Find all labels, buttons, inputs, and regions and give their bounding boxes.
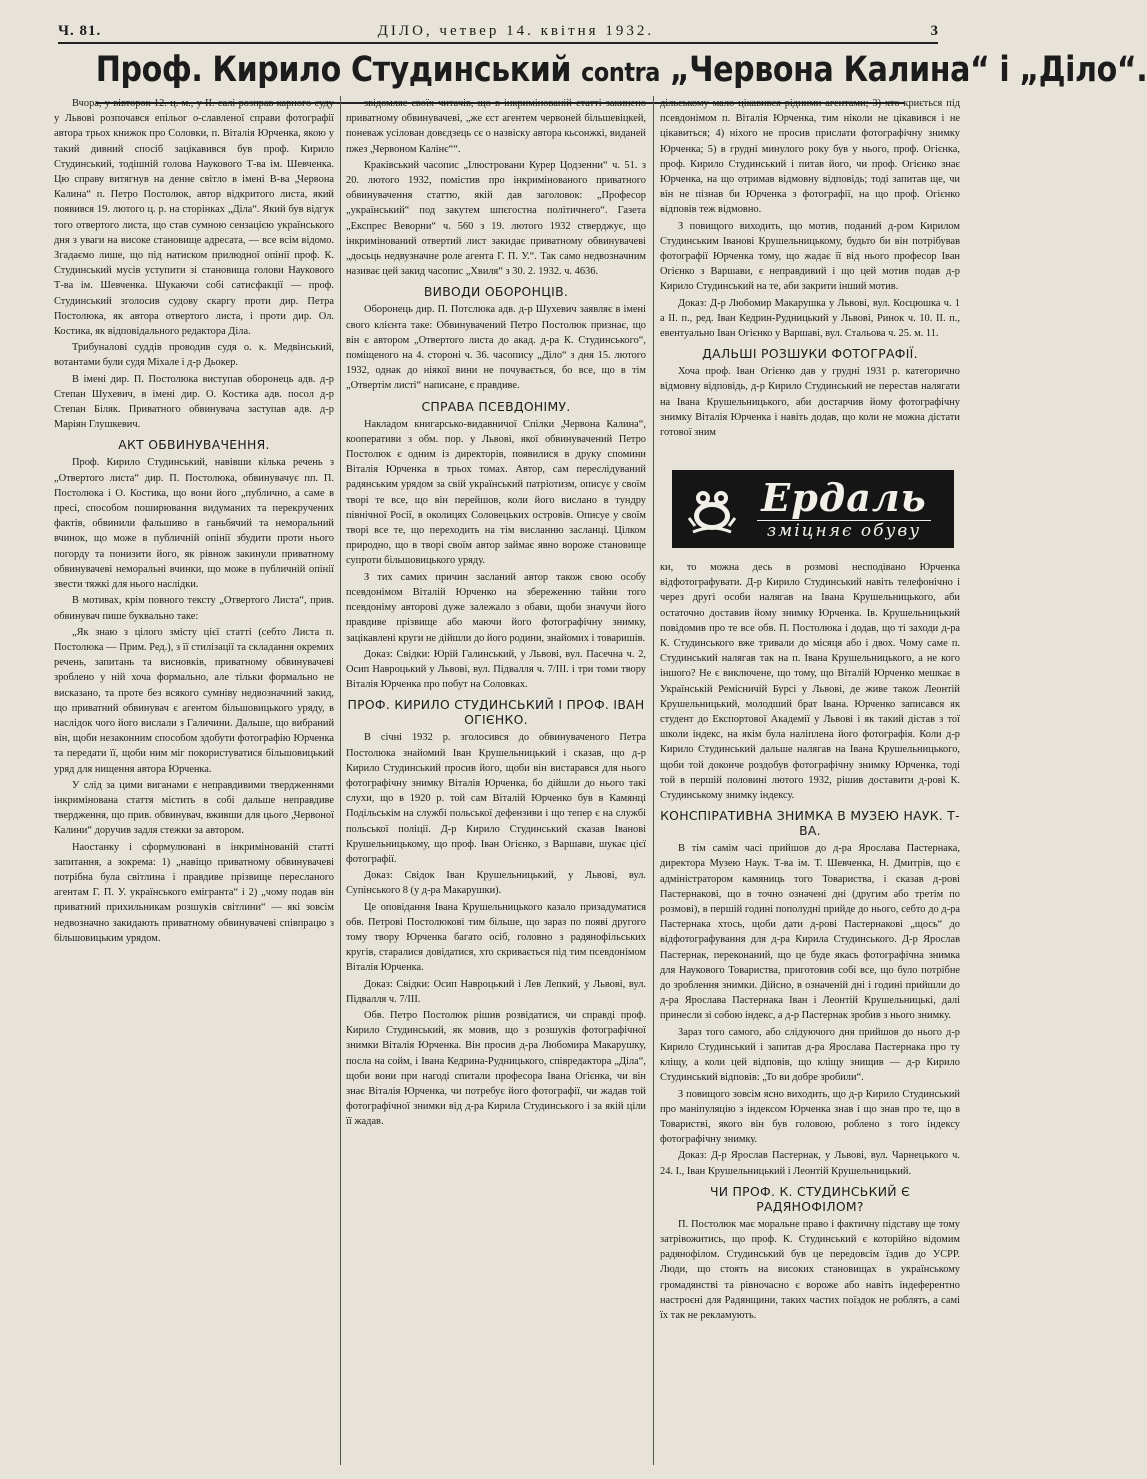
article-paragraph: Наостанку і сформулювані в інкримінованій статті запитання, а зокрема: 1) „навіщо приватному обвинувачеві потрібна була світлина і правдиве прізвище пересланого агентам Г. П. У. українського емігранта“ і 2) „чому подав він приватний прихильникам розшуків світлини“ — які зовсім недвозначно закидають приватному обвинувачеві співпрацю з більшовицьким урядом. <box>54 841 334 944</box>
section-heading: ПРОФ. КИРИЛО СТУДИНСЬКИЙ І ПРОФ. ІВАН ОГІЄНКО. <box>347 697 645 728</box>
column-3-top <box>660 96 960 446</box>
article-paragraph: дільському мало цікавився рідними агентами; 3) хто криється під псевдонімом п. Віталія Юрченка, тим ніколи не цікавився і не цікавиться; 4) ніхого не просив прислати фотографічну знимку Юрченка; 5) в грудні минулого року був у нього, проф. Огієнка, проф. Кирило Студинський і питав його, чи проф. Огієнко знає Юрченка, на що отримав відмовну відповідь; тоді запитав ще, чи він не пізнав би Юрченка з фотографії, на що проф. Огієнко відповів теж відмовно. <box>660 98 960 216</box>
article-paragraph: Хоча проф. Іван Огієнко дав у грудні 1931 р. категорично відмовну відповідь, д-р Кирило Студинський не перестав налягати на Івана Крушельницького, аби достарчив йому фотографічну знимку Віталія Юрченка і навіть додав, що коли не можна дістати готової зним <box>660 366 960 439</box>
section-heading: ВИВОДИ ОБОРОНЦІВ. <box>423 284 569 300</box>
column-1 <box>54 96 334 1465</box>
article-paragraph: звідомляє своїх читачів, що в інкримінованій статті закинено приватному обвинувачеві, „же єст агентем червоней більшевіцкей, поневаж усілован довєдзець сє о назвіску автора кьсонжкі, виданей пжез „Червоном Калінє““. <box>346 98 646 155</box>
article-paragraph: Накладом книгарсько-видавничої Спілки „Червона Калина“, кооперативи з обм. пор. у Львові, якої обвинувачений Петро Постолюк є одним із директорів, появилися в друку спомини Віталія Юрченка в трьох томах. Автор, сам переслідуваний радянським урядом за свій український патріотизм, описує у своїм творі те все, що він перейшов, коли його вислано в тундру північної Росії, в околицях Соловецьких островів. Описуе у своїм творі все те, що переходить на тім висланню засланці. Цілком природно, що в творі своїм автор займає явно вороже становище супроти більшовицького уряду. <box>346 418 646 567</box>
section-heading: ДАЛЬШІ РОЗШУКИ ФОТОГРАФІЇ. <box>702 346 918 362</box>
page-number: 3 <box>930 23 938 39</box>
ad-slogan: змiцняє обуву <box>766 520 922 541</box>
evidence-paragraph: Доказ: Д-р Любомир Макарушка у Львові, вул. Косцюшка ч. 1 а II. п., ред. Іван Кедрин-Рудницький у Львові, Ринок ч. 10. II. п., евентуально Іван Огієнко у Варшаві, вул. Стальова ч. 25. м. 11. <box>660 297 960 340</box>
evidence-paragraph: Доказ: Д-р Ярослав Пастернак, у Львові, вул. Чарнецького ч. 24. І., Іван Крушельницький і Леонтій Крушельницький. <box>660 1150 960 1177</box>
column-3-bottom <box>660 560 960 1465</box>
section-heading: КОНСПІРАТИВНА ЗНИМКА В МУЗЕЮ НАУК. Т-ВА. <box>660 808 960 839</box>
masthead-date: ДІЛО, четвер 14. квітня 1932. <box>377 23 655 39</box>
article-paragraph: В січні 1932 р. зголосився до обвинуваченого Петра Постолюка знайомий Іван Крушельницький і сказав, що д-р Кирило Студинський просив його, щоби він вистарався для нього фотографічну знимку Віталія Юрченка, бо дійшли до нього такі слухи, що в 1920 р. той сам Віталій Юрченко був в Камянці Подільськім на службі польської дефензиви і що тепер є на службі польської поліції. Д-р Кирило Студинський сказав Іванові Крушельницькому, що проф. Іван Огієнко, з Варшави, шукає цієї фотографії. <box>346 732 646 865</box>
article-paragraph: „Як знаю з цілого змісту цієї статті (себто Листа п. Постолюка — Прим. Ред.), з її стилізації та складання окремих речень, запитань та висновків, приватному обвинувачеві зроблено у ній хоча формально, але тільки формально не висказано, та проте без всякого сумніву недвозначний закид, що приватний обвинувач є агентом більшовицького уряду, в наслідок чого його вислали з Галичини. Дальше, що вибраний він, щоби незаконним способом здобути фотографію Юрченка та передати її, щоби ним міг покористуватися більшовицький уряд для нищення автора Юрченка. <box>54 626 334 775</box>
erdal-advertisement <box>672 470 954 548</box>
article-paragraph: Краківський часопис „Ілюстровани Курер Цодзенни“ ч. 51. з 20. лютого 1932, помістив про інкримінованого приватного обвинувачення статтю, якій дав заголовок: „Професор „український“ под закутем шпєгостна політичнего“. Газета „Експрес Веворни“ ч. 560 з 19. лютого 1932 стверджує, що інкримінований отвертий лист закидає приватному обвинувачеві „досьць недвузначне роле агента Г. П. У.“. Так само недвозначним називає цей закид часопис „Хвиля“ з 30. 2. 1932. ч. 4636. <box>346 159 646 278</box>
article-paragraph: У слід за цими виганами є неправдивими твердженнями інкримінована стаття містить в собі дальше неправдиве твердження, що прив. обвинувач, вживши для цього „Червоної Калини“ доручив задля стежки за автором. <box>54 779 334 837</box>
article-paragraph: Трибуналові суддів проводив судя о. к. Медвінський, вотантами були судя Міхале і д-р Дьокер. <box>54 342 334 369</box>
article-paragraph: Проф. Кирило Студинський, навівши кілька речень з „Отвертого листа“ дир. П. Постолюка, обвинувачує пп. П. Постолюка і О. Костика, що вони його „публично, а саме в пресі, способом поширювання видуманих та перекручених фактів, обвинили фальшиво в ганьбячий та неморальний вчинок, що може в публичній опінії збудити проти нього погорду та понизити його, як рівнож закинули приватному обвинувачеві неморальні вчинки, що може в публичній опінії звести тяжкі для нього наслідки. <box>54 457 334 591</box>
article-paragraph: З повищого виходить, що мотив, поданий д-ром Кирилом Студинським Іванові Крушельницькому, будьто би він потрібував фотографії Юрченка тому, що жадає її від нього професор Іван Огієнко з Варшави, є неправдивий і що цей мотив подав д-р Кирило Студинський на те, аби закрити інший мотив. <box>660 220 960 293</box>
ad-brand: Ердаль <box>761 474 927 520</box>
article-paragraph: В тім самім часі прийшов до д-ра Ярослава Пастернака, директора Музею Наук. Т-ва ім. Т. Шевченка, Н. Дмитрів, що є адміністратором камяниць того Товариства, і сказав д-рові Пастернакові, що в точно означені дні (другим або третім по розмові), в першій годині пополудні прийде до нього, себто до д-ра Пастернака хтось, щоби дати д-рові Пастернакові „щось“ до відфотографування для д-ра Кирила Студинського. Д-р Ярослав Пастернак, переконаний, що це буде якась фотографічна знимка для Наукового Товариства, приготовив собі все, що було потрібне до зроблення знимки. Дійсно, в означеній дні і годині прийшли до д-ра Ярослава Пастернака Іван і Леонтій Крушельницькі, далі принесли зі собою індекс, а д-р Пастернак зробив з нього знимку. <box>660 843 960 1022</box>
article-paragraph: Зараз того самого, або слідуючого дня прийшов до нього д-р Кирило Студинський і запитав д-ра Ярослава Пастернака про ту кліщу, а коли цей відповів, що кліщу знищив — д-р Кирило Студинський відповів: „То ви добре зробили“. <box>660 1026 960 1084</box>
issue-number: Ч. 81. <box>58 23 102 39</box>
running-header <box>58 22 938 44</box>
column-divider <box>340 96 341 1465</box>
column-divider <box>653 96 654 1465</box>
article-paragraph: В імені дир. П. Постолюка виступав оборонець адв. д-р Степан Шухевич, в імені дир. О. Костика адв. посол д-р Степан Біляк. Приватного обвинувача заступав адв. д-р Маріян Глушкевич. <box>54 373 334 431</box>
evidence-paragraph: Доказ: Свідок Іван Крушельницький, у Львові, вул. Супінського 8 (у д-ра Макарушки). <box>346 870 646 897</box>
ad-text <box>743 474 951 541</box>
section-heading: СПРАВА ПСЕВДОНІМУ. <box>421 398 571 414</box>
evidence-paragraph: Доказ: Свідки: Юрій Галинський, у Львові, вул. Пасечна ч. 2, Осип Навроцький у Львові, вул. Підвалля ч. 7/ІІІ. і три томи твору Віталія Юрченка про побут на Соловках. <box>346 648 646 691</box>
article-paragraph: Оборонець дир. П. Потслюка адв. д-р Шухевич заявляє в імені свого клієнта таке: Обвинувачений Петро Постолюк признає, що він є автором „Отвертого листа до акад. д-ра К. Студинського“, поміщеного на 4. стороні ч. 36. часопису „Діло“ з дня 15. лютого 1932, однак до ніякої вини не почувається, бо все, що в тім „Отвертім листі“ написане, є правдиве. <box>346 304 646 392</box>
article-paragraph: ки, то можна десь в розмові несподівано Юрченка відфотографувати. Д-р Кирило Студинський навіть телефонічно і через другі особи налягав на Івана Крушельницького, аби остаточно доставив йому знимку Юрченка. Ів. Крушельницький повідомив про те все обв. П. Постолюка і додав, що ті заходи д-ра К. Студинського вже тривали до місяця або і двох. Чому саме п. Студинський налягав так на п. Івана Крушельницького, а не кого іншого? Не є виключене, що тому, що Віталій Юрченко мешкає в Українській Ремісничій Бурсі у Львові, де живе також Леонтій Крушельницький, молодший брат Івана. Юрченко записався як студент до Експортової Академії у Львові і як такий дістав з тої школи індекс, на якім була наліплена його фотографія. Коли д-р Кирило Студинський дальше налягав на Івана Крушельницького, щоби той доконче роздобув фотографічну знимку Юрченка, тоді той в першій половині лютого 1932, рішив доставити д-рові К. Студинському знимку індексу. <box>660 562 960 802</box>
article-paragraph: В мотивах, крім повного тексту „Отвертого Листа“, прив. обвинувач пише буквально таке: <box>54 595 334 622</box>
section-heading: ЧИ ПРОФ. К. СТУДИНСЬКИЙ Є РАДЯНОФІЛОМ? <box>709 1183 911 1214</box>
frog-icon <box>681 478 743 540</box>
article-paragraph: З повищого зовсім ясно виходить, що д-р Кирило Студинський про маніпуляцію з індексом Юрченка знав і що знав про те, що в Товаристві, якого він був головою, роблено з того індексу фотографічну знимку. <box>660 1088 960 1146</box>
article-paragraph: З тих самих причин засланий автор також свою особу псевдонімом Віталій Юрченко на збереженню тайни того псевдоніму авторові дуже залежало з обави, щоби значучи його правдиве прізвище або маючи його фотографічну знимку, зацікавлені круги не дійшли до його родини, знайомих і товаришів. <box>346 571 646 644</box>
article-paragraph: Це оповідання Івана Крушельницького казало призадуматися обв. Петрові Постолюкові тим більше, що зараз по появі другого тому твору Юрченка багато осіб, головно з радянофільських кругів, старалися довідатися, хто скривається під тим псевдонімом Віталія Юрченка. <box>346 901 646 974</box>
headline-part-1: Проф. Кирило Студинський <box>95 50 582 90</box>
headline-contra: contra <box>581 58 660 88</box>
article-paragraph: П. Постолюк має моральне право і фактичну підставу ще тому затрівожитись, що проф. К. Студинський є которійно відомим радянофілом. Студинський був це передовсім їздив до УСРР. Люди, що стоять на високих становищах в українському громадянстві та рівночасно є вороже або навіть індеферентно настроєні для Радянщини, таких частих поїздок не роблять, а самі їх так не рекламують. <box>660 1218 960 1321</box>
article-paragraph: Обв. Петро Постолюк рішив розвідатися, чи справді проф. Кирило Студинський, як мовив, що з розшуків фотографічної знимки Віталія Юрченка. Він просив д-ра Любомира Макарушку, посла на сойм, і Івана Кедрина-Рудницького, співредактора „Діла“, щоби вони при нагоді спитали професора Івана Огієнка, чи він знає Віталія Юрченка, чи потребує його фотографії, чи жадав той фотографічної знимки від д-ра Кирила Студинського і за якій ціли її жадав. <box>346 1009 646 1128</box>
evidence-paragraph: Доказ: Свідки: Осип Навроцький і Лев Лепкий, у Львові, вул. Підвалля ч. 7/ІІІ. <box>346 978 646 1005</box>
section-heading: АКТ ОБВИНУВАЧЕННЯ. <box>118 437 270 453</box>
headline-part-2: „Червона Калина“ і „Діло“. <box>659 50 1147 90</box>
column-2 <box>346 96 646 1465</box>
article-paragraph: Вчора, у вівторок 12. ц. м., у II. салі розправ карного суду у Львові розпочався епільог о-славленої справи фотографії автора трьох книжок про Соловки, п. Віталія Юрченка, якою у такий дивний спосіб зацікавився був проф. Кирило Студинський, тодішній голова Наукового Т-ва ім. Шевченка. Цю справу витягнув на денне світло в імені В-ва „Червона Калина“ п. Петро Постолюк, автор відкритого листа, який появився 19. лютого ц. р. на сторінках „Діла“. Який був відгук того отвертого листа, що став сумною сензацією українського дня з уваги на високе становище адресата, — все всім відомо. Згадаємо лише, що під натиском прилюдної опінії проф. К. Студинський мусів уступити зі становища голови Наукового Т-ва ім. Шевченка. Шукаючи собі сатисфакції — проф. Студинський зголосив судову скаргу проти дир. Петра Постолюка, як автора отвертого листа, і проти дир. Ол. Костика, як відповідального редактора Діла. <box>54 98 334 338</box>
